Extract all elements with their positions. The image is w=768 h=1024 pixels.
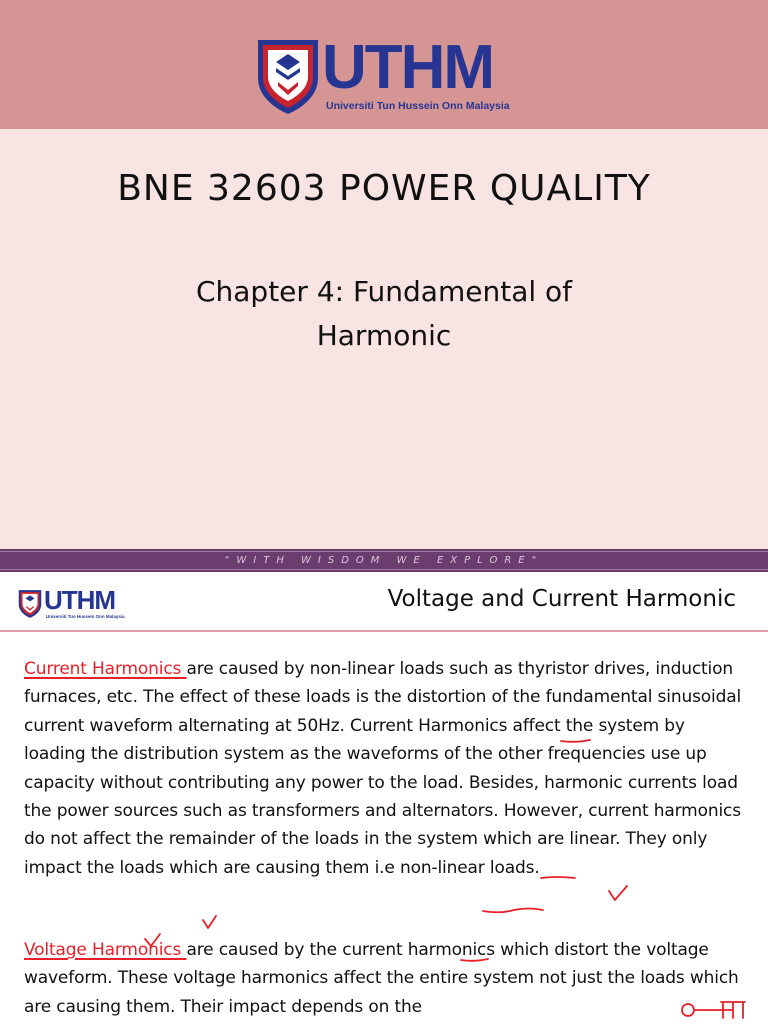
current-harmonics-text: are caused by non-linear loads such as thyristor drives, induction furnaces, etc. The effect of these loads is the distortion of the fundamental sinusoidal current waveform alternating at 50Hz. Current Harmonics affect the system by loading the distribution system as the waveforms of the other frequencies use up capacity without contributing any power to the load. Besides, harmonic currents load the power sources such as transformers and alternators. However, current harmonics do not affect the remainder of the loads in the system which are linear. They only impact the loads which are causing them i.e non-linear loads. xyxy=(24,659,742,878)
logo-tagline: Universiti Tun Hussein Onn Malaysia xyxy=(326,100,510,112)
title-slide-header xyxy=(0,0,768,129)
logo-wordmark: UTHM xyxy=(44,585,116,615)
ink-underline-nonlinear xyxy=(483,909,543,913)
content-slide xyxy=(0,572,768,1024)
logo-tagline: Universiti Tun Hussein Onn Malaysia xyxy=(46,614,125,619)
voltage-harmonics-paragraph xyxy=(24,936,744,1021)
motto-band xyxy=(0,549,768,572)
motto-text: "WITH WISDOM WE EXPLORE" xyxy=(224,555,544,566)
voltage-harmonics-text: are caused by the current harmonics which distort the voltage waveform. These voltage harmonics affect the entire system not just the loads which are causing them. Their impact depends on the xyxy=(24,940,739,1017)
course-title: BNE 32603 POWER QUALITY xyxy=(117,168,651,209)
slide-title: Voltage and Current Harmonic xyxy=(387,586,736,612)
voltage-harmonics-term: Voltage Harmonics xyxy=(24,940,187,960)
current-harmonics-paragraph xyxy=(24,655,744,882)
title-divider xyxy=(0,630,768,632)
chapter-title-line2: Harmonic xyxy=(316,319,452,352)
ink-checkmark-3 xyxy=(203,916,216,928)
uthm-crest-icon xyxy=(18,589,42,619)
chapter-title xyxy=(134,270,634,358)
uthm-logo-small xyxy=(18,587,138,623)
logo-wordmark: UTHM xyxy=(322,33,494,102)
chapter-title-line1: Chapter 4: Fundamental of xyxy=(195,275,573,308)
current-harmonics-term: Current Harmonics xyxy=(24,659,187,679)
ink-checkmark-1 xyxy=(609,886,627,900)
uthm-crest-icon xyxy=(256,38,320,116)
uthm-logo xyxy=(256,33,546,118)
